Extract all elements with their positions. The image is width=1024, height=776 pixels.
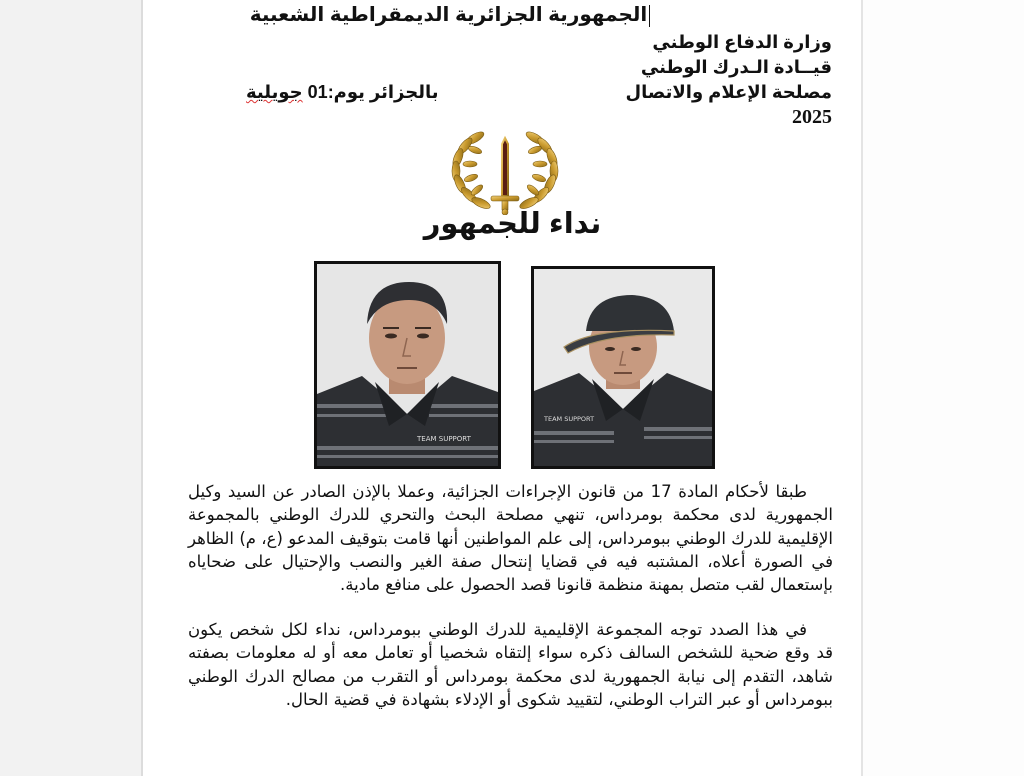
suspect-photo-front — [314, 261, 501, 469]
header-title — [200, 2, 700, 27]
paragraph1-line: طبقا لأحكام المادة 17 من قانون الإجراءات الجزائية، وعملا بالإذن الصادر عن السيد وكيل — [188, 482, 808, 501]
svg-text:TEAM SUPPORT: TEAM SUPPORT — [544, 415, 595, 423]
paragraph-public-appeal — [188, 618, 833, 711]
notice-title: نداء للجمهور — [423, 208, 602, 240]
paragraph1-line: الجمهورية لدى محكمة بومرداس، تنهي مصلحة البحث والتحري للدرك الوطني بالمجموعة — [188, 505, 833, 525]
org-line-ministry: وزارة الدفاع الوطني — [652, 32, 832, 52]
paragraph2-line: شاهد، التقدم إلى نيابة الجمهورية لدى محكمة بومرداس أو التقرب من مصالح الدرك الوطني — [188, 666, 833, 686]
workspace-background-right — [863, 0, 1024, 776]
paragraph2-line: قد وقع ضحية للشخص السالف ذكره سواء إلتقاه شخصيا أو تعامل معه أو له معلومات بصفته — [188, 643, 833, 663]
gendarmerie-emblem-icon — [445, 130, 565, 215]
dateline-month: جويلية — [246, 82, 303, 102]
suspect-photo-cap — [531, 266, 715, 469]
paragraph1-line: بإستعمال لقب متصل بمهنة منظمة قانونا قصد الحصول على منافع مادية. — [340, 575, 833, 595]
year: 2025 — [792, 106, 832, 128]
org-line-command: قيــادة الـدرك الوطني — [640, 57, 832, 77]
paragraph2-line: ببومرداس أو عبر التراب الوطني، لتقييد شكوى أو الإدلاء بشهادة في قضية الحال. — [285, 689, 833, 709]
dateline — [246, 82, 439, 103]
paragraph-arrest-notice — [188, 480, 833, 596]
header-title-text: الجمهورية الجزائرية الديمقراطية الشعبية — [249, 4, 648, 26]
org-line-service: مصلحة الإعلام والاتصال — [625, 82, 832, 102]
paragraph2-line: في هذا الصدد توجه المجموعة الإقليمية للدرك الوطني ببومرداس، نداء لكل شخص يكون — [188, 620, 807, 639]
paragraph1-line: في الصورة أعلاه، المشتبه فيه في قضايا إنتحال صفة الغير والنصب والإحتيال على ضحاياه — [188, 551, 833, 571]
svg-text:TEAM SUPPORT: TEAM SUPPORT — [417, 435, 471, 443]
paragraph1-line: الإقليمية للدرك الوطني ببومرداس، إلى علم المواطنين أنها قامت بتوقيف المدعو (ع، م) الظاهر — [188, 528, 833, 548]
dateline-prefix: بالجزائر يوم:01 — [307, 82, 439, 102]
text-cursor — [649, 5, 650, 27]
